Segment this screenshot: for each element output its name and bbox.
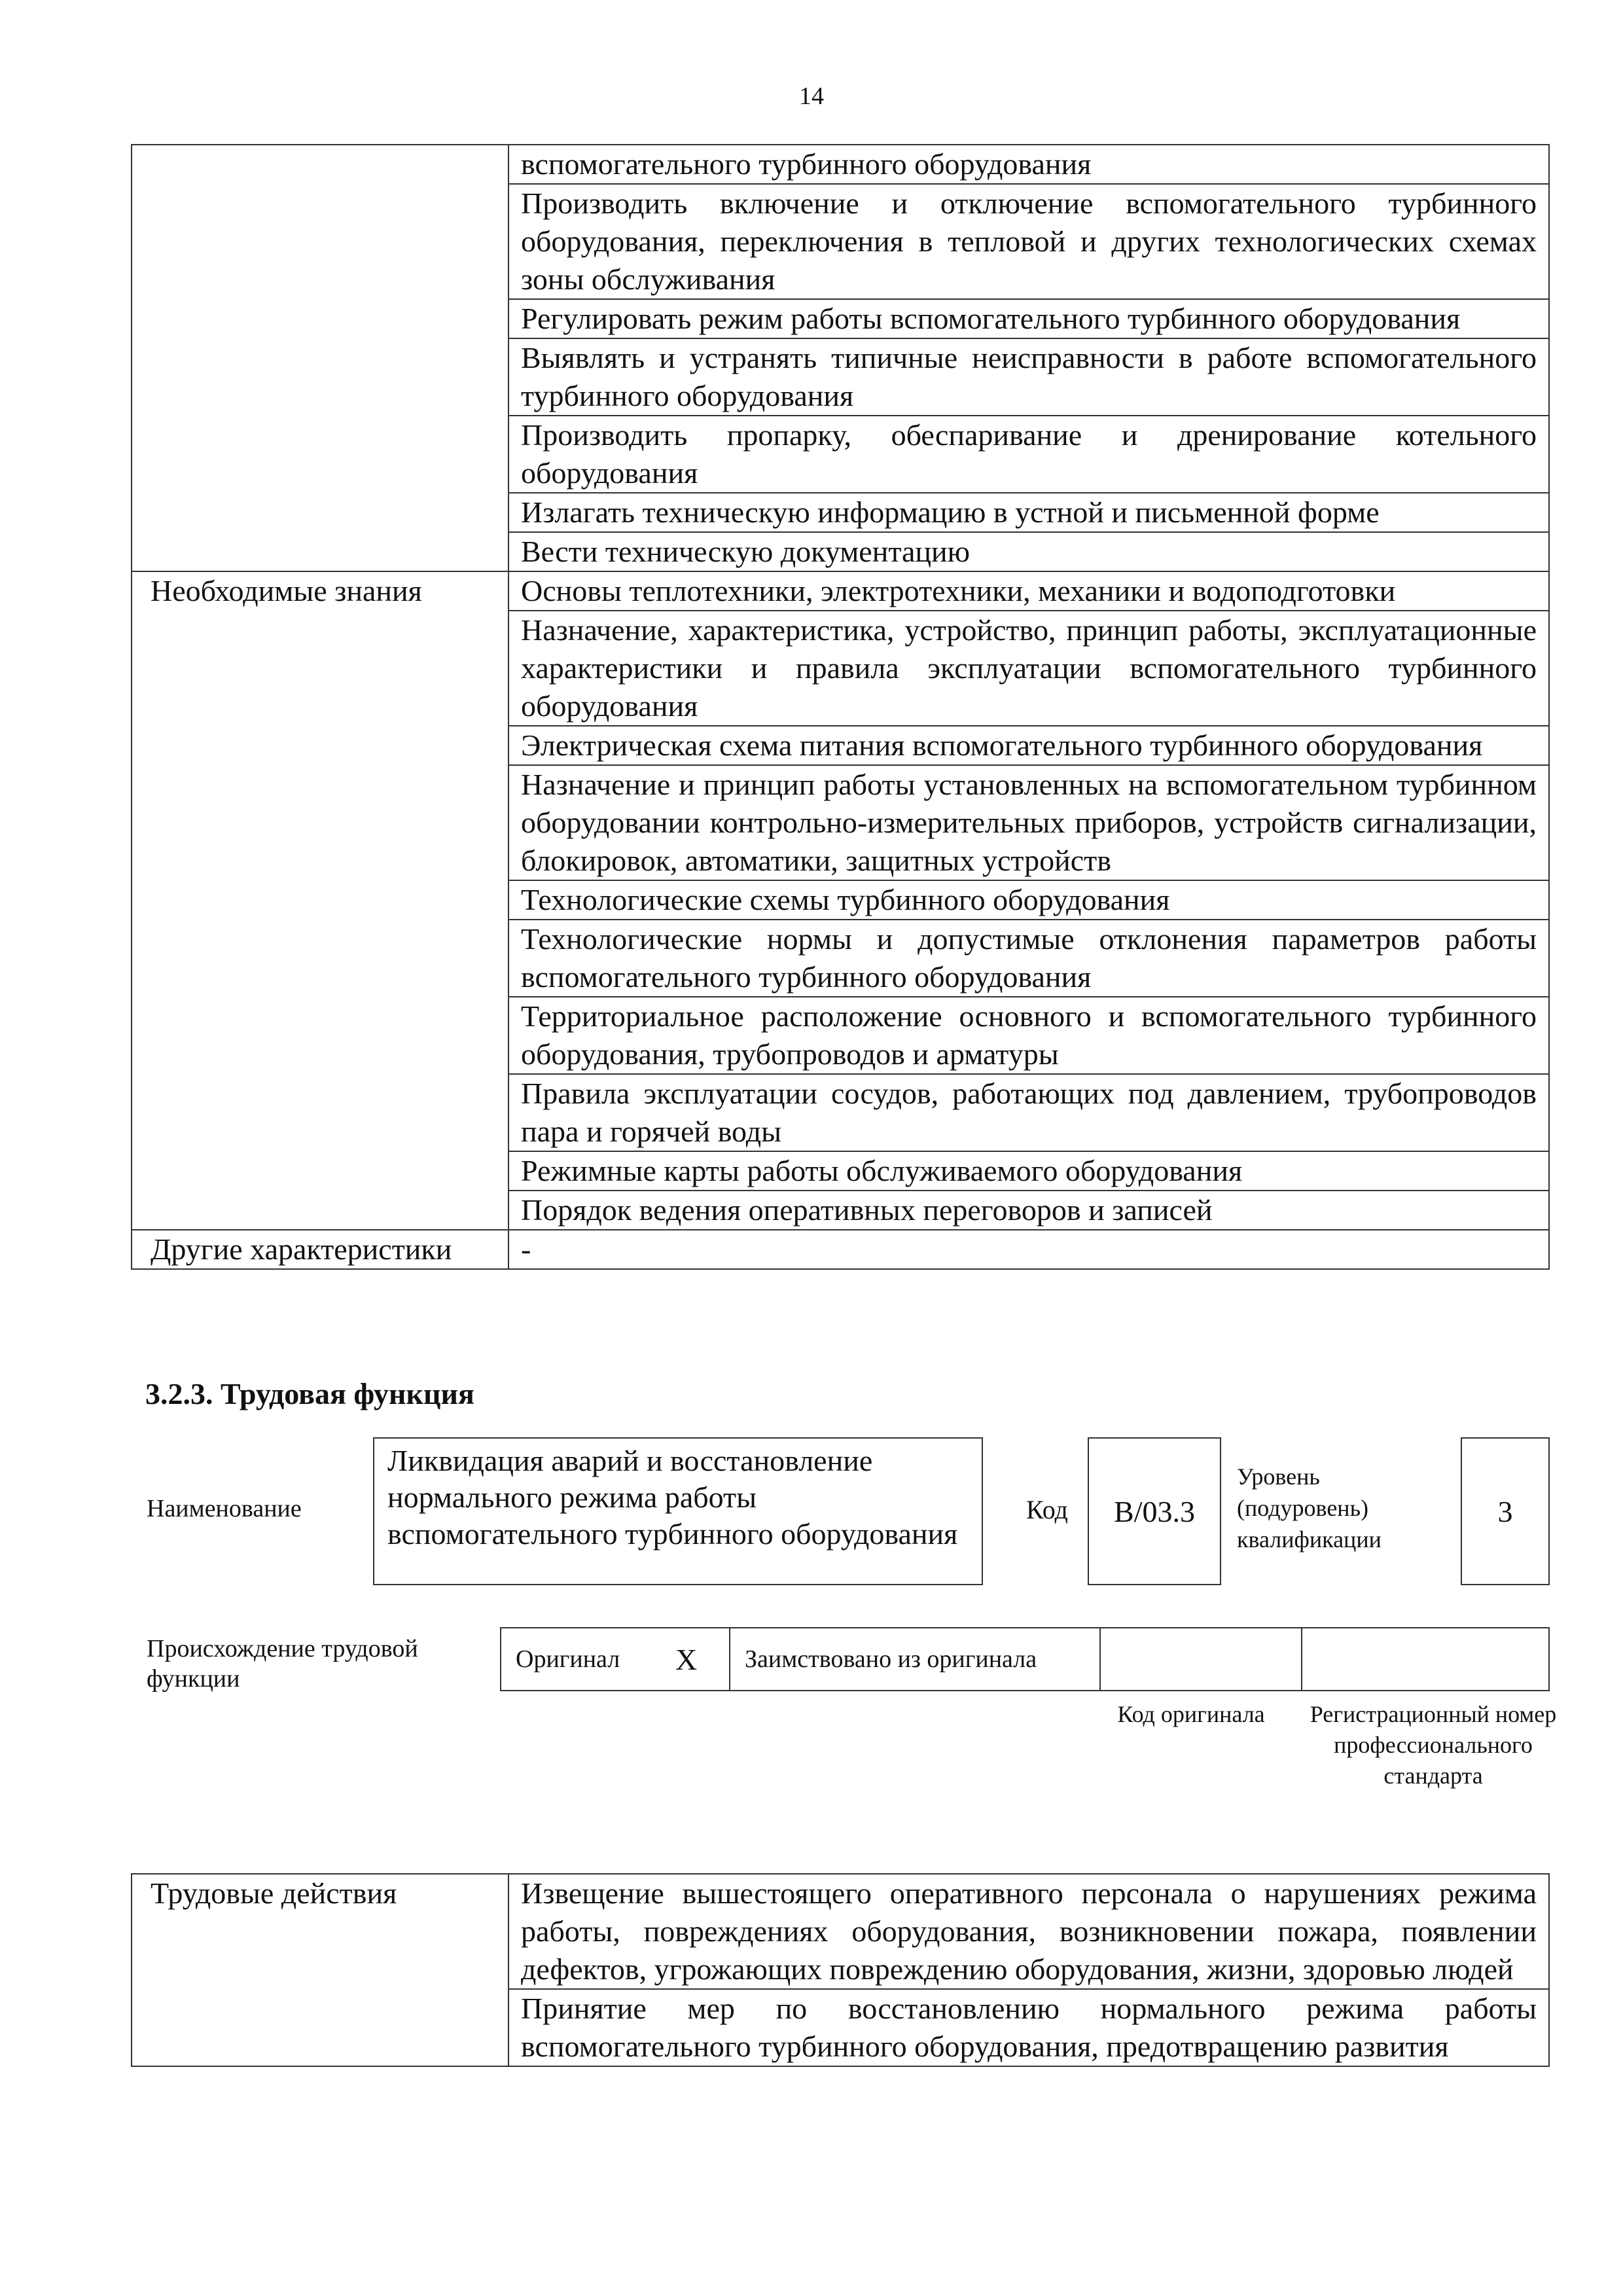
- origin-label: Происхождение трудовой функции: [147, 1635, 418, 1693]
- table-cell: Правила эксплуатации сосудов, работающих под давлением, трубопроводов пара и горячей воды: [508, 1074, 1549, 1151]
- requirements-table: [131, 144, 1550, 1270]
- table-cell: Производить включение и отключение вспомогательного турбинного оборудования, переключения в тепловой и других технологических схемах зоны обслуживания: [508, 184, 1549, 299]
- origin-table: [500, 1627, 1550, 1691]
- table-cell: Режимные карты работы обслуживаемого оборудования: [508, 1151, 1549, 1191]
- labor-actions-table: [131, 1873, 1550, 2067]
- code-box: B/03.3: [1088, 1437, 1221, 1585]
- table-cell: Извещение вышестоящего оперативного персонала о нарушениях режима работы, повреждениях оборудования, возникновении пожара, появлении дефектов, угрожающих повреждению оборудования, жизни, здоровью людей: [508, 1874, 1549, 1989]
- table-row: [501, 1628, 1549, 1691]
- table-cell: Основы теплотехники, электротехники, механики и водоподготовки: [508, 571, 1549, 611]
- level-label-text: Уровень (подуровень) квалификации: [1237, 1463, 1382, 1552]
- table-cell: Регулировать режим работы вспомогательного турбинного оборудования: [508, 299, 1549, 338]
- table-cell: Технологические схемы турбинного оборудования: [508, 880, 1549, 920]
- table-cell: Назначение и принцип работы установленных на вспомогательном турбинном оборудовании контрольно-измерительных приборов, устройств сигнализации, блокировок, автоматики, защитных устройств: [508, 765, 1549, 880]
- name-label: Наименование: [147, 1495, 302, 1522]
- table-cell: Выявлять и устранять типичные неисправности в работе вспомогательного турбинного оборудования: [508, 338, 1549, 416]
- code-original-label: Код оригинала: [1117, 1701, 1265, 1727]
- table-cell: Территориальное расположение основного и вспомогательного турбинного оборудования, трубопроводов и арматуры: [508, 997, 1549, 1074]
- row-label-other: Другие характеристики: [132, 1230, 508, 1269]
- level-box: 3: [1461, 1437, 1550, 1585]
- table-row: [132, 571, 1549, 611]
- original-code-cell: [1100, 1628, 1302, 1691]
- original-label: Оригинал: [501, 1628, 661, 1691]
- table-row: [132, 1874, 1549, 1989]
- table-cell: Вести техническую документацию: [508, 532, 1549, 571]
- table-row: [132, 1230, 1549, 1269]
- section-heading: 3.2.3. Трудовая функция: [145, 1377, 474, 1410]
- row-label-knowledge: Необходимые знания: [132, 571, 508, 1230]
- table-cell: Порядок ведения оперативных переговоров и записей: [508, 1191, 1549, 1230]
- original-mark: X: [661, 1628, 730, 1691]
- table-cell: Назначение, характеристика, устройство, принцип работы, эксплуатационные характеристики и правила эксплуатации вспомогательного турбинного оборудования: [508, 611, 1549, 726]
- table-cell: Производить пропарку, обеспаривание и дренирование котельного оборудования: [508, 416, 1549, 493]
- row-label: [132, 145, 508, 571]
- table-row: [132, 145, 1549, 184]
- page-number: 14: [799, 82, 824, 110]
- level-label: [1237, 1461, 1433, 1555]
- code-label: Код: [1026, 1495, 1068, 1524]
- row-label-actions: Трудовые действия: [132, 1874, 508, 2066]
- table-cell: Излагать техническую информацию в устной и письменной форме: [508, 493, 1549, 532]
- borrowed-label: Заимствовано из оригинала: [730, 1628, 1100, 1691]
- table-cell: Электрическая схема питания вспомогательного турбинного оборудования: [508, 726, 1549, 765]
- table-cell: Принятие мер по восстановлению нормального режима работы вспомогательного турбинного оборудования, предотвращению развития: [508, 1989, 1549, 2066]
- reg-number-cell: [1302, 1628, 1549, 1691]
- table-cell: -: [508, 1230, 1549, 1269]
- table-cell: вспомогательного турбинного оборудования: [508, 145, 1549, 184]
- function-name-box: Ликвидация аварий и восстановление нормального режима работы вспомогательного турбинного оборудования: [373, 1437, 983, 1585]
- reg-number-label: Регистрационный номер профессионального стандарта: [1310, 1701, 1557, 1789]
- table-cell: Технологические нормы и допустимые отклонения параметров работы вспомогательного турбинного оборудования: [508, 920, 1549, 997]
